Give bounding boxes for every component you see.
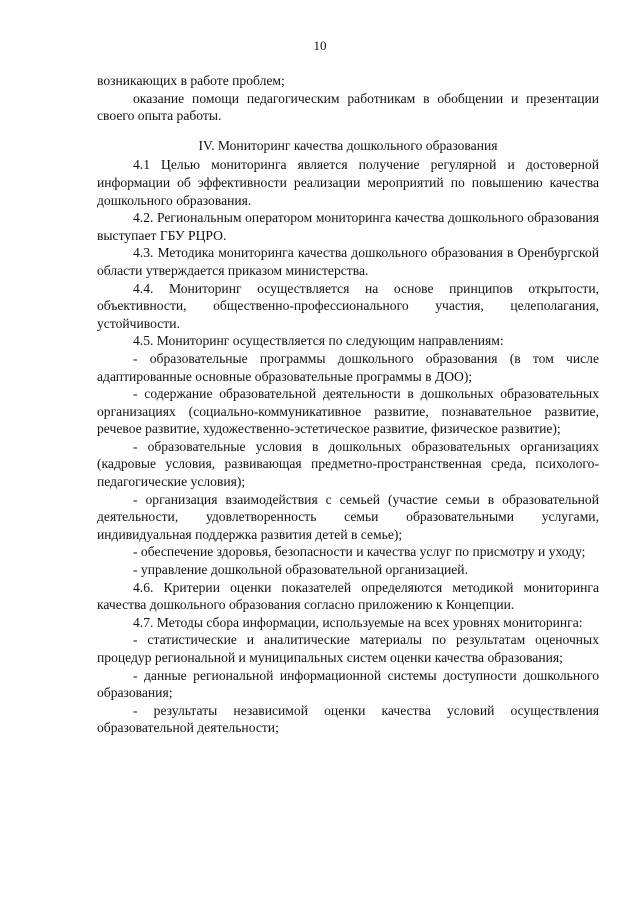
list-item-content: - содержание образовательной деятельности в дошкольных образовательных организациях (социально-коммуникативное развитие, познавательное развитие, речевое развитие, художественно-эстетическое развитие, физическое развитие); <box>97 386 599 437</box>
page-number: 10 <box>313 38 327 53</box>
paragraph-4-2: 4.2. Региональным оператором мониторинга качества дошкольного образования выступает ГБУ РЦРО. <box>97 210 599 243</box>
list-item-health: - обеспечение здоровья, безопасности и качества услуг по присмотру и уходу; <box>133 544 586 560</box>
list-item-independent-evaluation: - результаты независимой оценки качества условий осуществления образовательной деятельности; <box>97 702 599 736</box>
paragraph-4-7: 4.7. Методы сбора информации, используемые на всех уровнях мониторинга: <box>133 614 583 630</box>
paragraph-4-4: 4.4. Мониторинг осуществляется на основе принципов открытости, объективности, общественно-профессионального участия, целеполагания, устойчивости. <box>97 280 599 331</box>
list-item-programs: - образовательные программы дошкольного образования (в том числе адаптированные основные образовательные программы в ДОО); <box>97 350 599 384</box>
list-item-management: - управление дошкольной образовательной организацией. <box>133 562 468 578</box>
paragraph-4-6: 4.6. Критерии оценки показателей определяются методикой мониторинга качества дошкольного образования согласно приложению к Концепции. <box>97 579 599 613</box>
paragraph-4-1: 4.1 Целью мониторинга является получение регулярной и достоверной информации об эффективности реализации мероприятий по повышению качества дошкольного образования. <box>97 157 599 208</box>
list-item-regional-data: - данные региональной информационной системы доступности дошкольного образования; <box>97 667 599 701</box>
section-heading: IV. Мониторинг качества дошкольного образования <box>198 137 498 153</box>
list-item-family: - организация взаимодействия с семьей (участие семьи в образовательной деятельности, удовлетворенность семьи образовательными услугами, индивидуальная поддержка развития детей в семье); <box>97 491 599 542</box>
paragraph-4-3: 4.3. Методика мониторинга качества дошкольного образования в Оренбургской области утверждается приказом министерства. <box>97 245 599 278</box>
list-item-conditions: - образовательные условия в дошкольных образовательных организациях (кадровые условия, развивающая предметно-пространственная среда, психолого-педагогические условия); <box>97 438 599 490</box>
paragraph-assistance: оказание помощи педагогическим работникам в обобщении и презентации своего опыта работы. <box>97 90 599 124</box>
paragraph-continuation: возникающих в работе проблем; <box>97 73 285 88</box>
list-item-statistics: - статистические и аналитические материалы по результатам оценочных процедур региональной и муниципальных систем оценки качества образования; <box>97 632 599 665</box>
document-body <box>97 72 599 737</box>
paragraph-4-5: 4.5. Мониторинг осуществляется по следующим направлениям: <box>133 333 504 349</box>
